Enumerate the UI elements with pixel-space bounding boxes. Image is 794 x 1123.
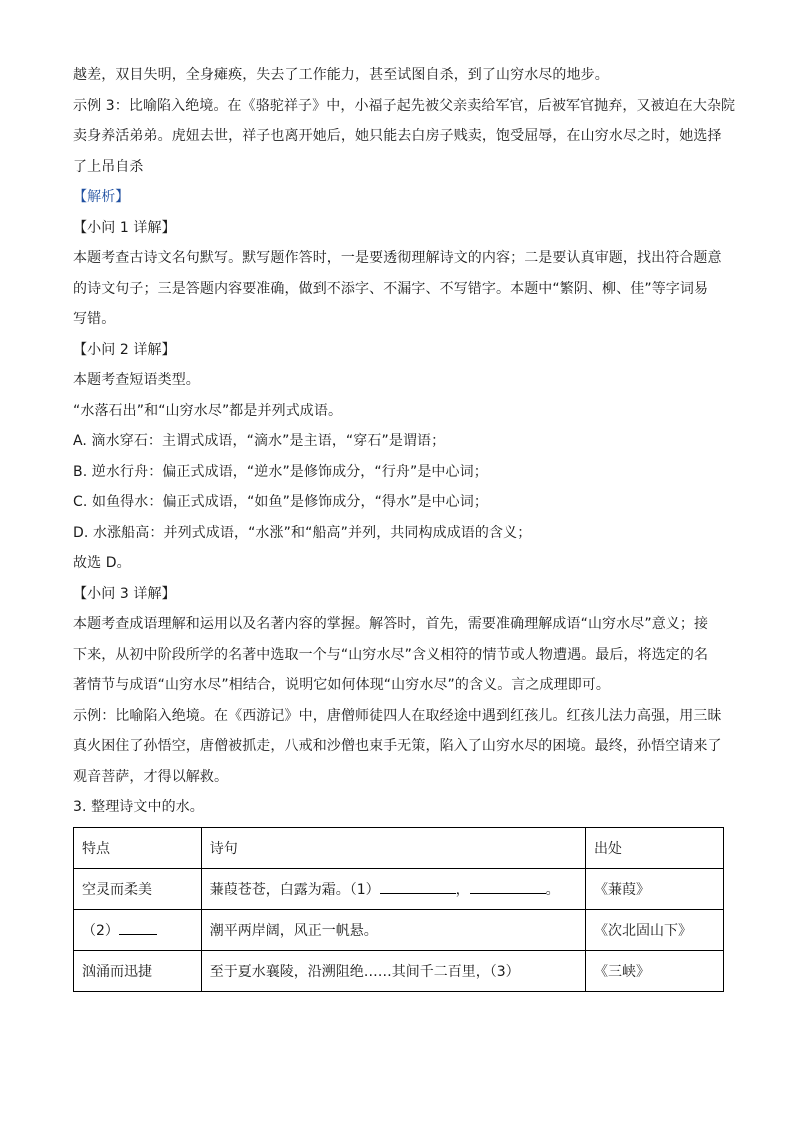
answer-blank-1a[interactable]	[380, 879, 456, 894]
text-line: 卖身养活弟弟。虎妞去世，祥子也离开她后，她只能去白房子贱卖，饱受屈辱，在山穷水尽之时，她选择	[73, 128, 722, 144]
answer-text	[73, 60, 736, 823]
text-line: 下来，从初中阶段所学的名著中选取一个与“山穷水尽”含义相符的情节或人物遭遇。最后，将选定的名	[73, 646, 709, 663]
row3-source: 《三峡》	[586, 950, 724, 991]
row2-source: 《次北固山下》	[586, 909, 724, 950]
text-line: “水落石出”和“山穷水尽”都是并列式成语。	[73, 402, 343, 419]
document-page	[73, 60, 736, 992]
text-line: 观音菩萨，才得以解救。	[73, 768, 229, 785]
row1-verse-suffix: 。	[545, 881, 560, 898]
header-source: 出处	[586, 827, 724, 868]
row2-verse: 潮平两岸阔，风正一帆悬。	[201, 909, 585, 950]
header-verse: 诗句	[201, 827, 585, 868]
row1-verse	[201, 868, 585, 909]
text-line: 写错。	[73, 311, 116, 327]
text-line: A. 滴水穿石：主谓式成语，“滴水”是主语，“穿石”是谓语；	[73, 433, 446, 449]
row1-verse-mid: ，	[455, 881, 470, 898]
table-row	[74, 868, 724, 909]
text-line: 3. 整理诗文中的水。	[73, 799, 204, 815]
header-feature: 特点	[74, 827, 202, 868]
row3-verse: 至于夏水襄陵，沿溯阻绝……其间千二百里，（3）	[201, 950, 585, 991]
row2-feature	[74, 909, 202, 950]
text-line: 本题考查成语理解和运用以及名著内容的掌握。解答时，首先，需要准确理解成语“山穷水尽”意义；接	[73, 616, 709, 632]
text-line: 故选 D。	[73, 555, 131, 571]
text-line: 【小问 1 详解】	[73, 219, 176, 236]
row1-feature: 空灵而柔美	[74, 868, 202, 909]
table-row	[74, 950, 724, 991]
text-line: 本题考查古诗文名句默写。默写题作答时，一是要透彻理解诗文的内容；二是要认真审题，找出符合题意	[73, 250, 722, 266]
answer-blank-2[interactable]	[119, 920, 157, 935]
text-line: 真火困住了孙悟空，唐僧被抓走，八戒和沙僧也束手无策，陷入了山穷水尽的困境。最终，孙悟空请来了	[73, 738, 722, 754]
answer-blank-1b[interactable]	[470, 879, 546, 894]
text-line: 著情节与成语“山穷水尽”相结合，说明它如何体现“山穷水尽”的含义。言之成理即可。	[73, 677, 611, 693]
row1-verse-prefix: 蒹葭苍苍，白露为霜。（1）	[209, 881, 380, 898]
text-line: B. 逆水行舟：偏正式成语，“逆水”是修饰成分，“行舟”是中心词；	[73, 463, 488, 480]
text-line: 【小问 2 详解】	[73, 341, 176, 358]
text-line: 的诗文句子；三是答题内容要准确，做到不添字、不漏字、不写错字。本题中“繁阴、柳、佳”等字词易	[73, 280, 709, 297]
text-line: 本题考查短语类型。	[73, 372, 200, 388]
text-line: 【小问 3 详解】	[73, 585, 176, 602]
table-row	[74, 909, 724, 950]
text-line: 越差，双目失明，全身瘫痪，失去了工作能力，甚至试图自杀，到了山穷水尽的地步。	[73, 67, 609, 83]
text-line: 示例 3：比喻陷入绝境。在《骆驼祥子》中，小福子起先被父亲卖给军官，后被军官抛弃，又被迫在大杂院	[73, 97, 736, 114]
text-line: 了上吊自杀	[73, 158, 144, 175]
water-poem-table	[73, 827, 724, 992]
table-header-row	[74, 827, 724, 868]
text-line: D. 水涨船高：并列式成语，“水涨”和“船高”并列，共同构成成语的含义；	[73, 524, 532, 541]
row3-feature: 汹涌而迅捷	[74, 950, 202, 991]
row2-feature-prefix: （2）	[82, 922, 119, 939]
section-tag: 【解析】	[73, 189, 130, 205]
row1-source: 《蒹葭》	[586, 868, 724, 909]
text-line: 示例：比喻陷入绝境。在《西游记》中，唐僧师徒四人在取经途中遇到红孩儿。红孩儿法力高强，用三昧	[73, 707, 722, 724]
text-line: C. 如鱼得水：偏正式成语，“如鱼”是修饰成分，“得水”是中心词；	[73, 494, 488, 510]
